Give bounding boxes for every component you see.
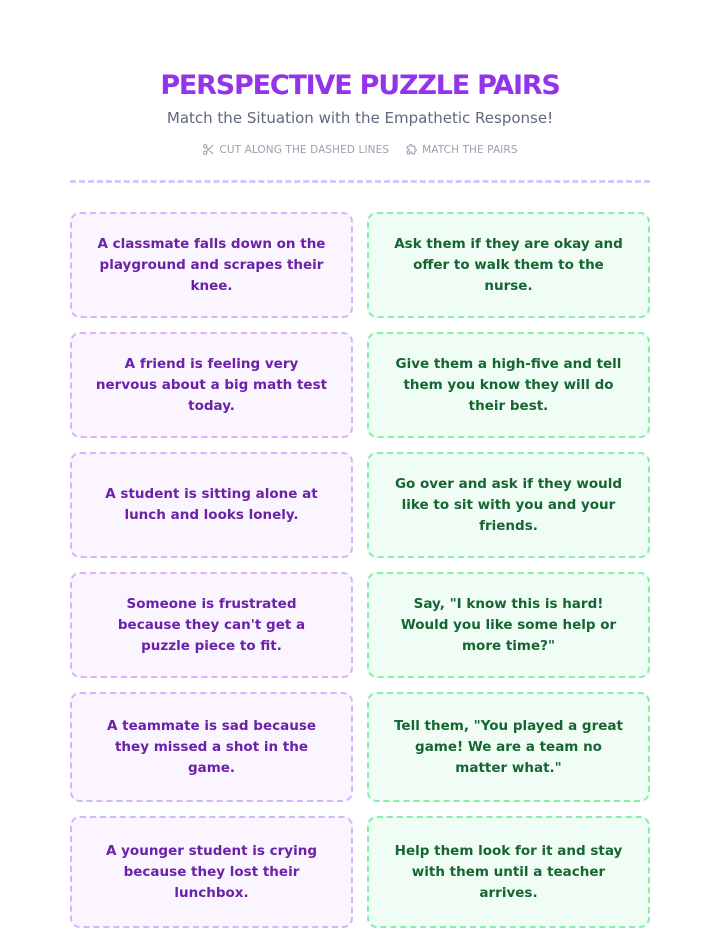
instruction-cut-label: CUT ALONG THE DASHED LINES [219, 143, 390, 156]
situation-text: A friend is feeling very nervous about a big math test today. [95, 355, 328, 414]
response-card[interactable] [367, 332, 650, 438]
page-title: PERSPECTIVE PUZZLE PAIRS [160, 70, 560, 101]
response-card[interactable] [367, 692, 650, 802]
cut-divider [70, 180, 650, 183]
response-text: Say, "I know this is hard! Would you like some help or more time?" [400, 595, 617, 654]
response-card[interactable] [367, 572, 650, 678]
situation-text: A classmate falls down on the playground and scrapes their knee. [97, 235, 326, 294]
situation-text: A teammate is sad because they missed a shot in the game. [106, 717, 317, 776]
response-card[interactable] [367, 212, 650, 318]
response-card[interactable] [367, 816, 650, 928]
scissors-icon [202, 143, 215, 156]
response-text: Ask them if they are okay and offer to walk them to the nurse. [394, 235, 623, 294]
response-text: Give them a high-five and tell them you know they will do their best. [395, 355, 622, 414]
situation-card[interactable] [70, 212, 353, 318]
situation-card[interactable] [70, 816, 353, 928]
situation-card[interactable] [70, 452, 353, 558]
situation-card[interactable] [70, 692, 353, 802]
instruction-cut [202, 143, 389, 156]
instructions-bar [0, 143, 720, 156]
response-card[interactable] [367, 452, 650, 558]
situation-text: A student is sitting alone at lunch and looks lonely. [105, 486, 318, 523]
situation-text: Someone is frustrated because they can't get a puzzle piece to fit. [117, 595, 306, 654]
situation-text: A younger student is crying because they lost their lunchbox. [105, 842, 318, 901]
instruction-match [405, 143, 517, 156]
page-subtitle: Match the Situation with the Empathetic Response! [166, 109, 554, 127]
situation-card[interactable] [70, 572, 353, 678]
response-text: Go over and ask if they would like to sit with you and your friends. [394, 475, 623, 534]
situation-card[interactable] [70, 332, 353, 438]
instruction-match-label: MATCH THE PAIRS [422, 143, 518, 156]
response-text: Tell them, "You played a great game! We are a team no matter what." [394, 717, 623, 776]
puzzle-icon [405, 143, 418, 156]
response-text: Help them look for it and stay with them until a teacher arrives. [394, 842, 623, 901]
